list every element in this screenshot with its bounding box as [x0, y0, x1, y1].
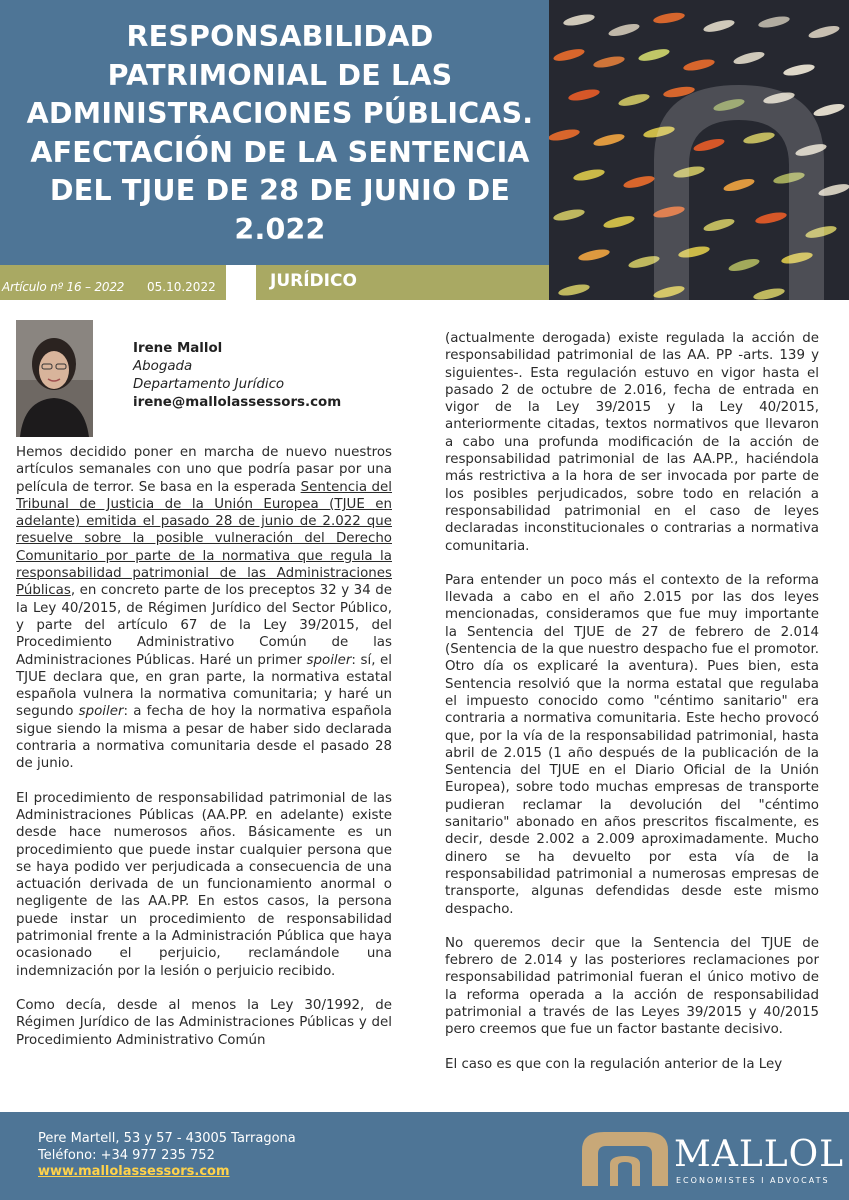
paragraph: No queremos decir que la Sentencia del TJUE de febrero de 2.014 y las posteriores reclamaciones por responsabilidad patrimonial fueran el único motivo de la reforma operada a la acción de responsabilidad patrimonial a través de las Leyes 39/2015 y 40/2015 pero creemos que fue un factor bastante decisivo. [445, 935, 819, 1038]
logo-wordmark: MALLOL [674, 1134, 845, 1175]
paragraph: El caso es que con la regulación anterior de la Ley [445, 1056, 783, 1072]
article-number: Artículo nº 16 – 2022 [2, 280, 125, 294]
page-title [20, 18, 540, 249]
author-photo [16, 320, 93, 437]
title-line: DEL TJUE DE 28 DE JUNIO DE [49, 174, 511, 207]
article-column-left [16, 444, 392, 1066]
article-date: 05.10.2022 [147, 280, 216, 294]
paragraph: El procedimiento de responsabilidad patrimonial de las Administraciones Públicas (AA.PP. en adelante) existe desde hace numerosos años. Básicamente es un procedimiento que puede instar cualquier persona que se haya podido ver perjudicada a consecuencia de una actuación derivada de un funcionamiento anormal o negligente de las AA.PP. En estos casos, la persona puede instar un procedimiento de responsabilidad patrimonial frente a la Administración Pública que haya ocasionado el perjuicio, reclamándole una indemnización por la lesión o perjuicio recibido. [16, 790, 392, 979]
paragraph: Como decía, desde al menos la Ley 30/1992, de Régimen Jurídico de las Administraciones Públicas y del Procedimiento Administrativo Común [16, 997, 392, 1048]
author-block [133, 340, 341, 412]
title-line: ADMINISTRACIONES PÚBLICAS. [26, 97, 534, 130]
article-column-right [445, 330, 819, 1090]
footer-phone: Teléfono: +34 977 235 752 [38, 1148, 215, 1163]
paragraph-continued: (actualmente derogada) existe regulada la acción de responsabilidad patrimonial de las AA. PP -arts. 139 y siguientes-. Esta regulación estuvo en vigor hasta el pasado 2 de octubre de 2.016, fecha de entrada en vigor de la Ley 39/2015 y la Ley 40/2015, anteriormente citadas, textos normativos que llevaron a cabo una profunda modificación de la acción de responsabilidad patrimonial de las AA.PP., haciéndola más restrictiva a la hora de ser invocada por parte de los posibles perjudicados, sobre todo en relación a responsabilidad patrimonial en el caso de leyes declaradas inconstitucionales o contrarias a normativa comunitaria. [445, 331, 819, 554]
title-line: 2.022 [234, 212, 326, 246]
title-line: AFECTACIÓN DE LA SENTENCIA [30, 135, 530, 169]
logo-tagline: ECONOMISTES I ADVOCATS [676, 1176, 830, 1185]
footer-address: Pere Martell, 53 y 57 - 43005 Tarragona [38, 1131, 296, 1146]
author-name: Irene Mallol [133, 341, 223, 356]
meta-divider [226, 282, 256, 300]
footer-website-link[interactable]: www.mallolassessors.com [38, 1164, 230, 1179]
category-label: JURÍDICO [270, 271, 357, 291]
fish-artwork-image [549, 0, 849, 300]
paragraph: Hemos decidido poner en marcha de nuevo nuestros artículos semanales con uno que podría pasar por una película de terror. Se basa en la esperada Sentencia del Tribunal de Justicia de la Unión Europea (TJUE en adelante) emitida el pasado 28 de junio de 2.022 que resuelve sobre la posible vulneración del Derecho Comunitario por parte de la normativa que regula la responsabilidad patrimonial de las Administraciones Públicas, en concreto parte de los preceptos 32 y 34 de la Ley 40/2015, de Régimen Jurídico del Sector Público, y parte del artículo 67 de la Ley 39/2015, del Procedimiento Administrativo Común de las Administraciones Públicas. Haré un primer spoiler: sí, el TJUE declara que, en gran parte, la normativa estatal española vulnera la normativa comunitaria; y haré un segundo spoiler: a fecha de hoy la normativa española sigue siendo la misma a pesar de haber sido declarada contraria a normativa comunitaria desde el pasado 28 de junio. [16, 445, 393, 772]
title-line: PATRIMONIAL DE LAS [107, 58, 453, 92]
paragraph: Para entender un poco más el contexto de la reforma llevada a cabo en el año 2.015 por las dos leyes mencionadas, consideramos que fue muy importante la Sentencia del TJUE de 27 de febrero de 2.014 (Sentencia de la que nuestro despacho fue el promotor. Otro día os explicaré la aventura). Pues bien, esta Sentencia resolvió que la norma estatal que regulaba el impuesto conocido como "céntimo sanitario" era contraria a normativa comunitaria. Este hecho provocó que, por la vía de la responsabilidad patrimonial, hasta abril de 2.015 (1 año después de la publicación de la Sentencia del TJUE en el Diario Oficial de la Unión Europea), sobre todo muchas empresas de transporte pudieran reclamar la devolución del "céntimo sanitario" abonado en años prescritos fiscalmente, es decir, desde 2.002 a 2.009 aproximadamente. Mucho dinero se ha devuelto por esta vía de la responsabilidad patrimonial a numerosas empresas de transporte, algunas defendidas desde este mismo despacho. [445, 572, 819, 917]
author-department: Departamento Jurídico [133, 377, 285, 392]
author-role: Abogada [133, 359, 193, 374]
sentence-link[interactable]: Sentencia del Tribunal de Justicia de la Unión Europea (TJUE en adelante) emitida el pasado 28 de junio de 2.022 que resuelve sobre la posible vulneración del Derecho Comunitario por parte de la normativa que regula la responsabilidad patrimonial de las Administraciones Públicas [16, 479, 392, 599]
title-line: RESPONSABILIDAD [126, 20, 434, 53]
author-email[interactable]: irene@mallolassessors.com [133, 395, 342, 410]
